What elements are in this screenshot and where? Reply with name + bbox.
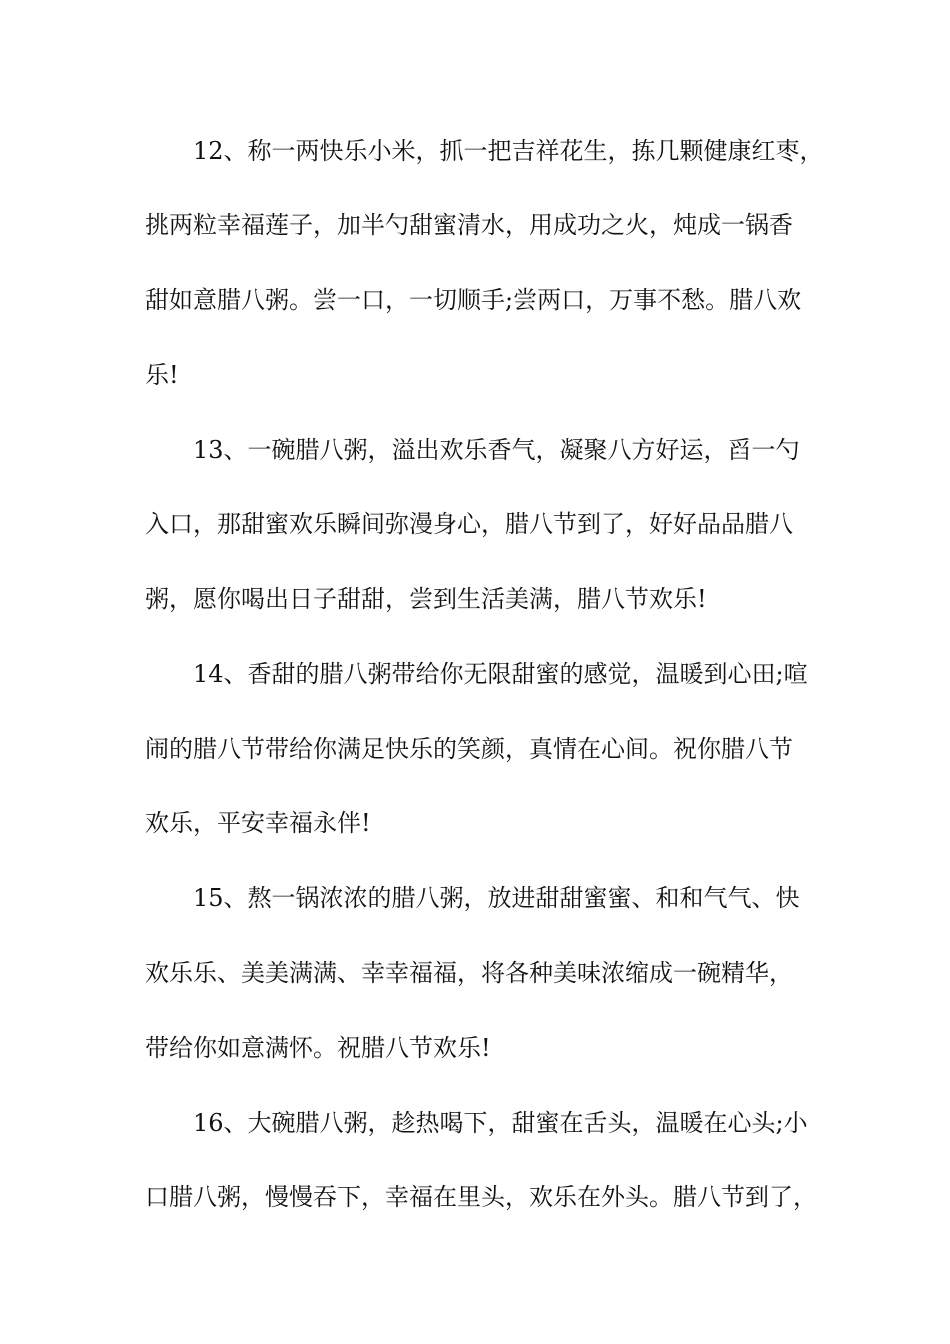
paragraph-16-line-1: 16、大碗腊八粥，趁热喝下，甜蜜在舌头，温暖在心头;小 [193,1109,808,1137]
paragraph-15-line-2: 欢乐乐、美美满满、幸幸福福，将各种美味浓缩成一碗精华， [145,959,793,987]
paragraph-12-line-1: 12、称一两快乐小米，抓一把吉祥花生，拣几颗健康红枣， [193,137,824,165]
paragraph-14-line-3: 欢乐，平安幸福永伴! [145,809,371,837]
paragraph-14-line-2: 闹的腊八节带给你满足快乐的笑颜，真情在心间。祝你腊八节 [145,735,793,763]
paragraph-12-line-4: 乐! [145,361,179,389]
paragraph-14-line-1: 14、香甜的腊八粥带给你无限甜蜜的感觉，温暖到心田;喧 [193,660,808,688]
paragraph-13-line-3: 粥，愿你喝出日子甜甜，尝到生活美满，腊八节欢乐! [145,585,707,613]
paragraph-15-line-3: 带给你如意满怀。祝腊八节欢乐! [145,1034,491,1062]
paragraph-12-line-3: 甜如意腊八粥。尝一口，一切顺手;尝两口，万事不愁。腊八欢 [145,286,802,314]
paragraph-13-line-1: 13、一碗腊八粥，溢出欢乐香气，凝聚八方好运，舀一勺 [193,436,800,464]
paragraph-12-line-2: 挑两粒幸福莲子，加半勺甜蜜清水，用成功之火，炖成一锅香 [145,211,793,239]
paragraph-13-line-2: 入口，那甜蜜欢乐瞬间弥漫身心，腊八节到了，好好品品腊八 [145,510,793,538]
paragraph-15-line-1: 15、熬一锅浓浓的腊八粥，放进甜甜蜜蜜、和和气气、快 [193,884,800,912]
paragraph-16-line-2: 口腊八粥，慢慢吞下，幸福在里头，欢乐在外头。腊八节到了， [145,1183,817,1211]
